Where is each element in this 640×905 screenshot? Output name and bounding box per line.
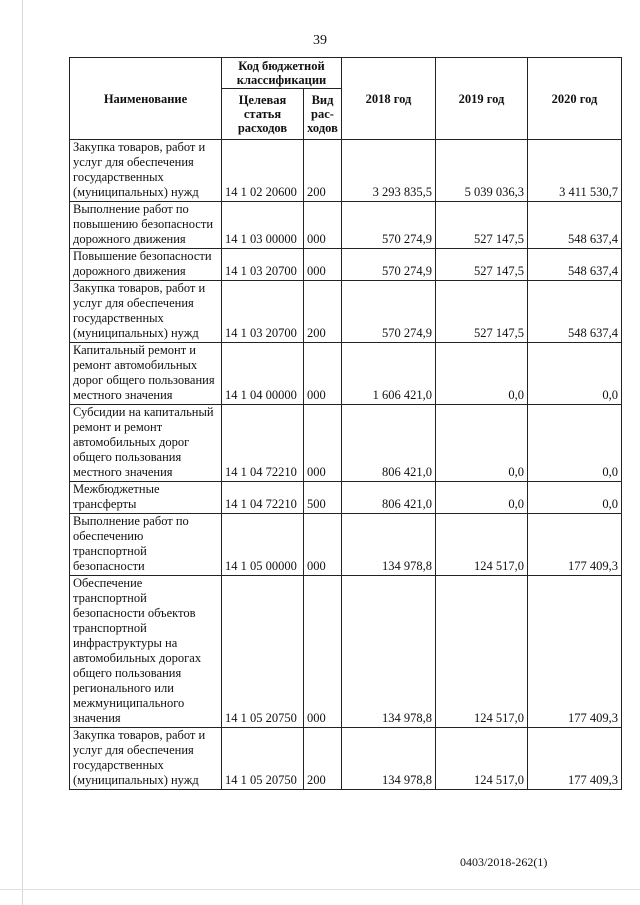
- row-kind: 000: [304, 202, 342, 249]
- row-2019: 527 147,5: [436, 281, 528, 343]
- header-target: Целевая статья расходов: [222, 89, 304, 140]
- row-kind: 200: [304, 728, 342, 790]
- row-code: 14 1 02 20600: [222, 140, 304, 202]
- row-2018: 806 421,0: [342, 405, 436, 482]
- row-kind: 200: [304, 281, 342, 343]
- row-name: Закупка товаров, работ и услуг для обеспечения государственных (муниципальных) нужд: [70, 728, 222, 790]
- row-2019: 5 039 036,3: [436, 140, 528, 202]
- row-name: Повышение безопасности дорожного движения: [70, 249, 222, 281]
- header-kind: Вид рас-ходов: [304, 89, 342, 140]
- table-row: [70, 281, 622, 343]
- row-name: Капитальный ремонт и ремонт автомобильных дорог общего пользования местного значения: [70, 343, 222, 405]
- row-kind: 000: [304, 576, 342, 728]
- table-row: [70, 405, 622, 482]
- row-2019: 527 147,5: [436, 202, 528, 249]
- row-code: 14 1 05 00000: [222, 514, 304, 576]
- row-name: Обеспечение транспортной безопасности объектов транспортной инфраструктуры на автомобильных дорогах общего пользования регионального или межмуниципального значения: [70, 576, 222, 728]
- row-2020: 177 409,3: [528, 728, 622, 790]
- row-code: 14 1 05 20750: [222, 576, 304, 728]
- row-2020: 0,0: [528, 482, 622, 514]
- row-2019: 124 517,0: [436, 514, 528, 576]
- header-name: Наименование: [70, 58, 222, 140]
- row-2019: 0,0: [436, 482, 528, 514]
- header-2020: 2020 год: [528, 58, 622, 140]
- row-2018: 570 274,9: [342, 281, 436, 343]
- row-2020: 548 637,4: [528, 281, 622, 343]
- row-2019: 124 517,0: [436, 728, 528, 790]
- header-2018: 2018 год: [342, 58, 436, 140]
- table-row: [70, 249, 622, 281]
- row-kind: 000: [304, 249, 342, 281]
- row-name: Выполнение работ по повышению безопасности дорожного движения: [70, 202, 222, 249]
- row-code: 14 1 04 00000: [222, 343, 304, 405]
- row-kind: 000: [304, 405, 342, 482]
- table-row: [70, 514, 622, 576]
- table-row: [70, 576, 622, 728]
- table-row: [70, 140, 622, 202]
- budget-table: [69, 57, 622, 790]
- header-code-group: Код бюджетной классификации: [222, 58, 342, 89]
- row-code: 14 1 04 72210: [222, 482, 304, 514]
- table-row: [70, 728, 622, 790]
- row-2018: 3 293 835,5: [342, 140, 436, 202]
- row-code: 14 1 05 20750: [222, 728, 304, 790]
- table-row: [70, 482, 622, 514]
- row-2020: 177 409,3: [528, 576, 622, 728]
- scan-bottom-line: [0, 889, 640, 890]
- row-2018: 134 978,8: [342, 514, 436, 576]
- row-code: 14 1 03 20700: [222, 281, 304, 343]
- row-name: Закупка товаров, работ и услуг для обеспечения государственных (муниципальных) нужд: [70, 140, 222, 202]
- table-row: [70, 202, 622, 249]
- row-kind: 200: [304, 140, 342, 202]
- row-kind: 000: [304, 514, 342, 576]
- row-2018: 134 978,8: [342, 728, 436, 790]
- row-2020: 0,0: [528, 343, 622, 405]
- page-number: 39: [313, 33, 327, 48]
- row-name: Выполнение работ по обеспечению транспортной безопасности: [70, 514, 222, 576]
- row-2019: 124 517,0: [436, 576, 528, 728]
- row-2018: 570 274,9: [342, 249, 436, 281]
- document-code: 0403/2018-262(1): [460, 855, 548, 869]
- table-row: [70, 343, 622, 405]
- row-name: Закупка товаров, работ и услуг для обеспечения государственных (муниципальных) нужд: [70, 281, 222, 343]
- header-2019: 2019 год: [436, 58, 528, 140]
- row-2019: 0,0: [436, 343, 528, 405]
- row-kind: 500: [304, 482, 342, 514]
- scan-edge-line: [22, 0, 23, 905]
- row-code: 14 1 03 20700: [222, 249, 304, 281]
- row-name: Межбюджетные трансферты: [70, 482, 222, 514]
- row-2018: 1 606 421,0: [342, 343, 436, 405]
- row-2018: 134 978,8: [342, 576, 436, 728]
- row-2020: 3 411 530,7: [528, 140, 622, 202]
- row-2020: 177 409,3: [528, 514, 622, 576]
- row-2020: 548 637,4: [528, 202, 622, 249]
- row-2020: 0,0: [528, 405, 622, 482]
- row-name: Субсидии на капитальный ремонт и ремонт автомобильных дорог общего пользования местного значения: [70, 405, 222, 482]
- row-2018: 570 274,9: [342, 202, 436, 249]
- row-2019: 527 147,5: [436, 249, 528, 281]
- row-2020: 548 637,4: [528, 249, 622, 281]
- row-kind: 000: [304, 343, 342, 405]
- row-2019: 0,0: [436, 405, 528, 482]
- row-code: 14 1 04 72210: [222, 405, 304, 482]
- row-2018: 806 421,0: [342, 482, 436, 514]
- row-code: 14 1 03 00000: [222, 202, 304, 249]
- table-header-row: [70, 58, 622, 89]
